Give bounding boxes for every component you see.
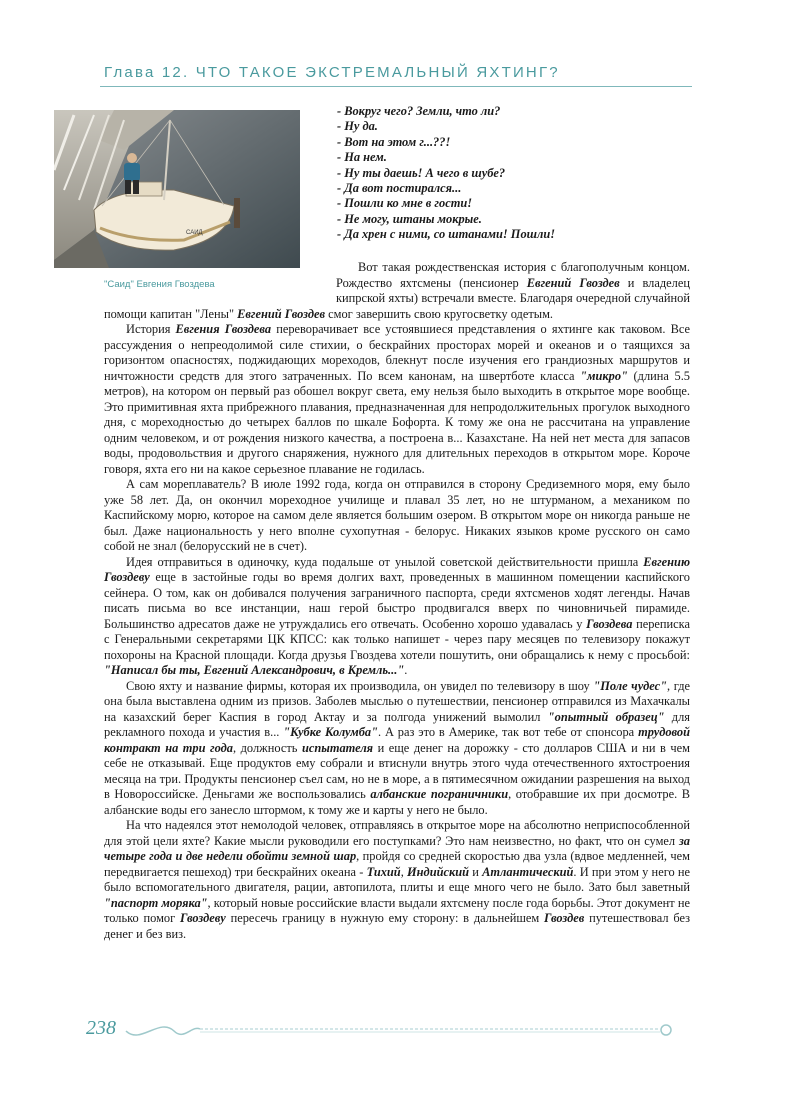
text-run: для рекламного похода и участия в... <box>104 709 690 739</box>
dialog-line: - Вокруг чего? Земли, что ли? <box>337 104 501 118</box>
text-run: . <box>404 663 408 677</box>
emphasis-run: "опытный образец" <box>547 709 665 724</box>
dock-post <box>234 198 240 228</box>
text-run: , который новые российские власти выдали яхтсмену после года борьбы. Этот документ не только помог <box>104 895 690 925</box>
photo-caption: "Саид" Евгения Гвоздева <box>104 279 215 290</box>
emphasis-run: за четыре года и две недели обойти земной шар <box>104 833 690 863</box>
emphasis-run: "Кубке Колумба" <box>283 725 378 739</box>
text-run: и еще денег на дорожку - сто долларов США и ни в чем себе не отказывай. Еще продуктов ему собрали и втиснули внутрь этого чуда отечественного яхтостроения месяца на три. Продукты пенсионер съел сам, но не в море, а в пятимесячном ожидании разрешения на выход в Новороссийске. Деньгами же воспользовались <box>104 740 690 801</box>
text-run: , должность <box>233 740 302 755</box>
footer-rope-ornament <box>60 1015 700 1055</box>
paragraph <box>104 260 690 322</box>
dialog-block <box>337 104 697 243</box>
text-run: и владелец кипрской яхты) встречали вместе. Благодаря очередной случайной помощи капитан "Лены" <box>104 275 690 321</box>
text-run: пересечь границу в нужную ему сторону: в дальнейшем <box>225 911 545 925</box>
text-run: , отобравшие их при досмотре. В албанские воды его занесло штормом, к тому же и карты у него не было. <box>104 787 690 817</box>
emphasis-run: албанские пограничники <box>370 787 509 801</box>
paragraph <box>104 818 690 942</box>
text-run: История <box>126 322 176 336</box>
article-body <box>104 260 690 942</box>
emphasis-run: Евгений Гвоздев <box>526 275 620 290</box>
paragraph <box>104 477 690 555</box>
emphasis-run: "Поле чудес" <box>593 678 668 693</box>
page-number: 238 <box>86 1017 116 1039</box>
text-run: . А раз это в Америке, так вот тебе от спонсора <box>377 725 639 739</box>
emphasis-run: Атлантический <box>482 864 574 879</box>
emphasis-run: Гвоздева <box>586 616 633 631</box>
text-run: еще в застойные годы во время долгих вахт, проведенных в машинном помещении каспийского сейнера. О том, как он добивался получения заграничного паспорта, среди яхтсменов ходят легенды. Начав писать письма во все инстанции, наш герой быстро продвигался вверх по чиновничьей пирамиде. Большинство адресатов даже не утруждались его отвечать. Особенно хорошо удавалась у <box>104 570 690 631</box>
paragraph <box>104 679 690 819</box>
paragraph <box>104 555 690 679</box>
text-run: , <box>400 864 408 879</box>
emphasis-run: трудовой контракт на три года <box>104 725 690 755</box>
emphasis-run: Евгению Гвоздеву <box>104 554 690 584</box>
dialog-line: - Да хрен с ними, со штанами! Пошли! <box>337 227 556 242</box>
text-run: . И при этом у него не было вспомогательного двигателя, рации, автопилота, плиты и еще много чего не было. Зато был заветный <box>104 864 691 894</box>
text-run: Свою яхту и название фирмы, которая их производила, он увидел по телевизору в шоу <box>126 678 594 693</box>
text-run: путешествовал без денег и без виз. <box>104 911 691 941</box>
dialog-line: - Пошли ко мне в гости! <box>337 196 473 211</box>
dialog-line: - На нем. <box>337 150 387 165</box>
chapter-header: Глава 12. ЧТО ТАКОЕ ЭКСТРЕМАЛЬНЫЙ ЯХТИНГ? <box>104 64 560 81</box>
text-run: и <box>469 864 483 879</box>
emphasis-run: "паспорт моряка" <box>104 895 208 910</box>
dialog-line: - Вот на этом г...??! <box>337 134 451 149</box>
text-run: На что надеялся этот немолодой человек, отправляясь в открытое море на абсолютно неприспособленной для этой цели яхте? Какие мысли руководили его поступками? Это нам неизвестно, но факт, что он сумел <box>104 818 690 848</box>
text-run: Идея отправиться в одиночку, куда подальше от унылой советской действительности пришла <box>126 554 644 569</box>
emphasis-run: Тихий <box>366 864 401 879</box>
photo-wrap-spacer <box>104 260 306 299</box>
boat-name-label: САИД <box>186 230 203 236</box>
emphasis-run: Индийский <box>407 864 470 879</box>
text-run: , где она была выставлена одним из призов. Заболев мыслью о путешествии, пенсионер отправился из Махачкалы на казахский берег Каспия в город Актау и за полгода унижений вымолил <box>104 678 690 724</box>
text-run: , пройдя со средней скоростью два узла (вдвое медленней, чем передвигается пешеход) три бескрайних океана - <box>104 849 690 879</box>
header-rule <box>100 86 692 87</box>
boat-photo <box>54 110 300 268</box>
emphasis-run: Гвоздев <box>544 911 585 925</box>
text-run: Вот такая рождественская история с благополучным концом. Рождество яхтсмены (пенсионер <box>336 260 690 290</box>
emphasis-run: Евгений Гвоздев <box>237 306 326 321</box>
dialog-line: - Да вот постирался... <box>337 181 462 196</box>
text-run: (длина 5.5 метров), на котором он первый раз обошел вокруг света, ему нельзя было выходить в открытое море вообще. Это примитивная яхта прибрежного плавания, предназначенная для непродолжительных прогулок выходного дня, с мореходностью до четырех баллов по шкале Бофорта. К тому же она не рассчитана на управление одним человеком, и от рождения низкого качества, а построена в... Казахстане. На ней нет места для запасов воды, продовольствия и другого снаряжения, нужного для длительных переходов в открытом море. Короче говоря, яхта его ни на какое серьезное плавание не годилась. <box>104 368 690 476</box>
boat-photo-illustration <box>54 110 300 268</box>
dialog-line: - Ну да. <box>337 119 378 134</box>
text-run: А сам мореплаватель? В июле 1992 года, когда он отправился в сторону Средиземного моря, ему было уже 58 лет. Да, он окончил мореходное училище и плавал 35 лет, но не штурманом, а механиком по Каспийскому морю, которое на самом деле является большим озером. В открытом море он никогда раньше не был. Даже национальность у него вполне сухопутная - белорус. Никаких языков кроме русского он само собой не знал (белорусский не в счет). <box>104 477 690 553</box>
text-run: переписка с Генеральными секретарями ЦК КПСС: как только напишет - через пару месяцев по телевизору покажут похороны на Красной площади. Когда друзья Гвоздева хотели пошутить, они обращались к нему с просьбой: <box>104 616 690 662</box>
emphasis-run: Евгения Гвоздева <box>175 322 272 336</box>
paragraph <box>104 322 690 477</box>
emphasis-run: "Написал бы ты, Евгений Александрович, в Кремль..." <box>104 663 405 677</box>
emphasis-run: "микро" <box>580 368 628 383</box>
dialog-line: - Ну ты даешь! А чего в шубе? <box>337 165 506 180</box>
emphasis-run: испытателя <box>301 740 374 755</box>
text-run: смог завершить свою кругосветку одетым. <box>325 306 554 321</box>
emphasis-run: Гвоздеву <box>180 911 226 925</box>
dialog-line: - Не могу, штаны мокрые. <box>337 211 482 226</box>
text-run: переворачивает все устоявшиеся представления о яхтинге как таковом. Все рассуждения о непреодолимой силе стихии, о бескрайних просторах морей и океанов и о таящихся за горизонтом опасностях, поджидающих мореходов, блекнут после изучения его грандиозных маршрутов и ничтожности средств для этого затраченных. По всем канонам, на швертботе класса <box>104 322 690 383</box>
